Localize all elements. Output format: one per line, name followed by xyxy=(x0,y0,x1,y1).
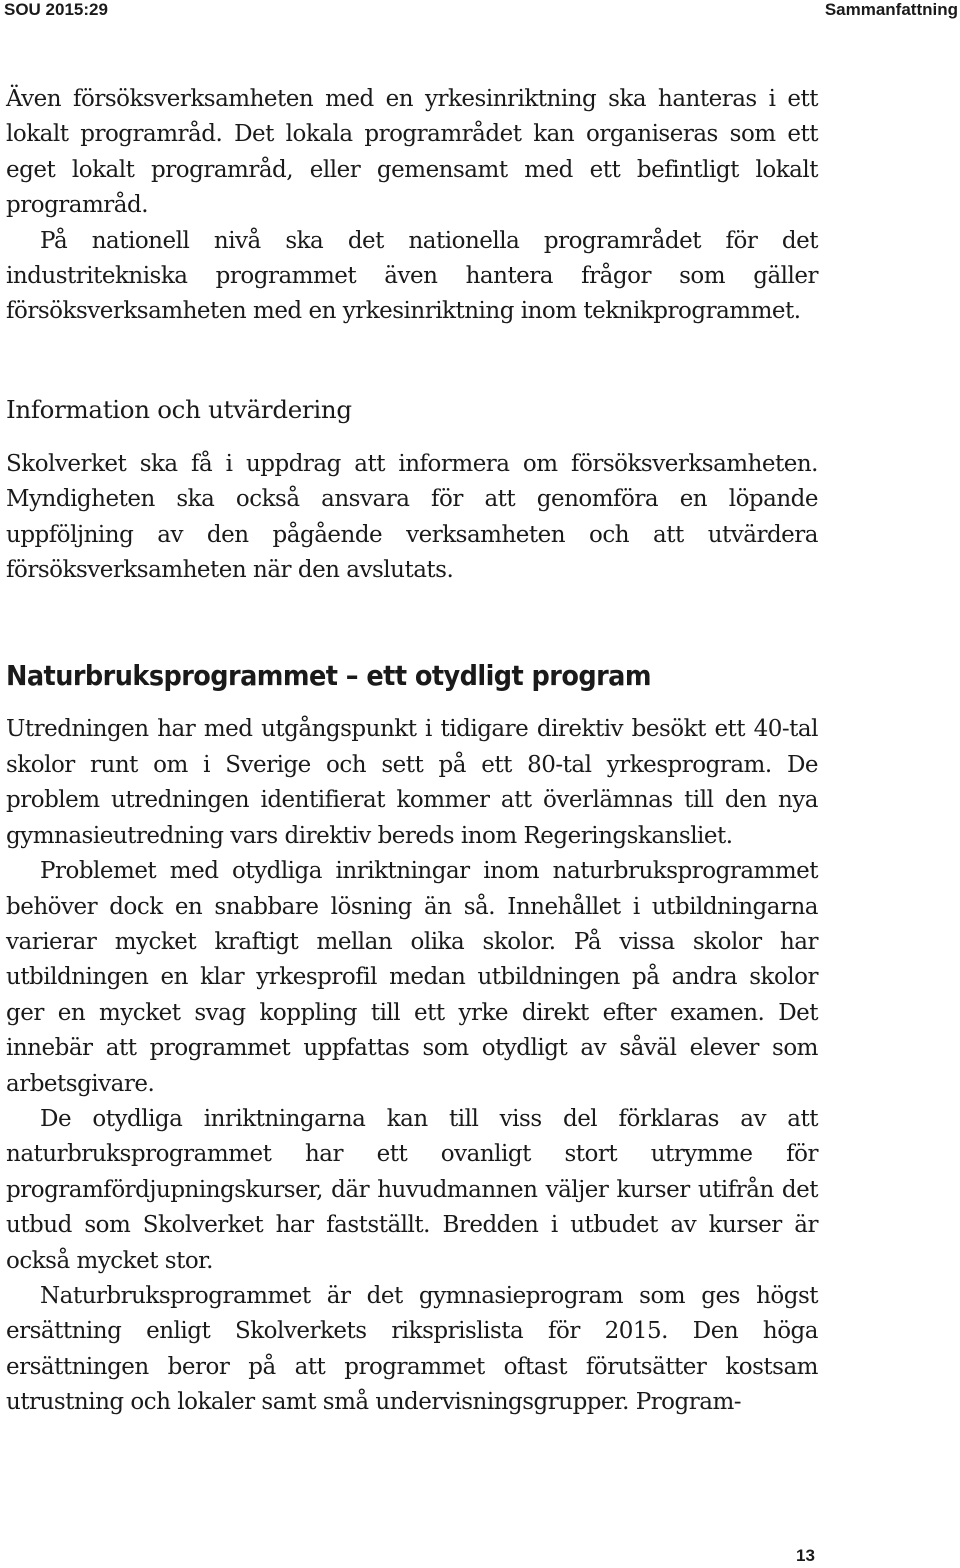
subsection-heading: Information och utvärdering xyxy=(6,394,352,424)
report-reference: SOU 2015:29 xyxy=(4,0,108,19)
body-paragraph: Skolverket ska få i uppdrag att informera om försöksverksamheten. Myndigheten ska också ansvara för att genomföra en löpande uppföljning av den pågående verksamheten och att utvärdera försöksverksamheten när den avslutats. xyxy=(6,450,818,584)
body-paragraph: Naturbruksprogrammet är det gymnasieprogram som ges högst ersättning enligt Skolverkets riksprislista för 2015. Den höga ersättningen beror på att programmet oftast förutsätter kostsam utrustning och lokaler samt små undervisningsgrupper. Program- xyxy=(6,1282,818,1416)
body-paragraph: Även försöksverksamheten med en yrkesinriktning ska hanteras i ett lokalt programråd. Det lokala programrådet kan organiseras som ett eget lokalt programråd, eller gemensamt med ett befintligt lokalt programråd. xyxy=(6,86,818,219)
running-header xyxy=(0,0,960,24)
section-heading: Naturbruksprogrammet – ett otydligt program xyxy=(6,660,651,693)
body-paragraph: Problemet med otydliga inriktningar inom naturbruksprogrammet behöver dock en snabbare lösning än så. Innehållet i utbildningarna varierar mycket kraftigt mellan olika skolor. På vissa skolor har utbildningen en klar yrkesprofil medan utbildningen på andra skolor ger en mycket svag koppling till ett yrke direkt efter examen. Det innebär att programmet uppfattas som otydligt av såväl elever som arbetsgivare. xyxy=(6,858,818,1097)
page-number: 13 xyxy=(796,1546,815,1565)
page-body xyxy=(6,82,818,1421)
body-paragraph: Utredningen har med utgångspunkt i tidigare direktiv besökt ett 40-tal skolor runt om i Sverige och sett på ett 80-tal yrkesprogram. De problem utredningen identifierat kommer att överlämnas till den nya gymnasieutredning vars direktiv bereds inom Regeringskansliet. xyxy=(6,716,818,849)
chapter-title: Sammanfattning xyxy=(824,0,958,19)
body-paragraph: De otydliga inriktningarna kan till viss del förklaras av att naturbruksprogrammet har ett ovanligt stort utrymme för programfördjupningskurser, där huvudmannen väljer kurser utifrån det utbud som Skolverket har fastställt. Bredden i utbudet av kurser är också mycket stor. xyxy=(6,1105,818,1274)
body-paragraph: På nationell nivå ska det nationella programrådet för det industritekniska programmet även hantera frågor som gäller försöksverksamheten med en yrkesinriktning inom teknikprogrammet. xyxy=(6,227,818,325)
